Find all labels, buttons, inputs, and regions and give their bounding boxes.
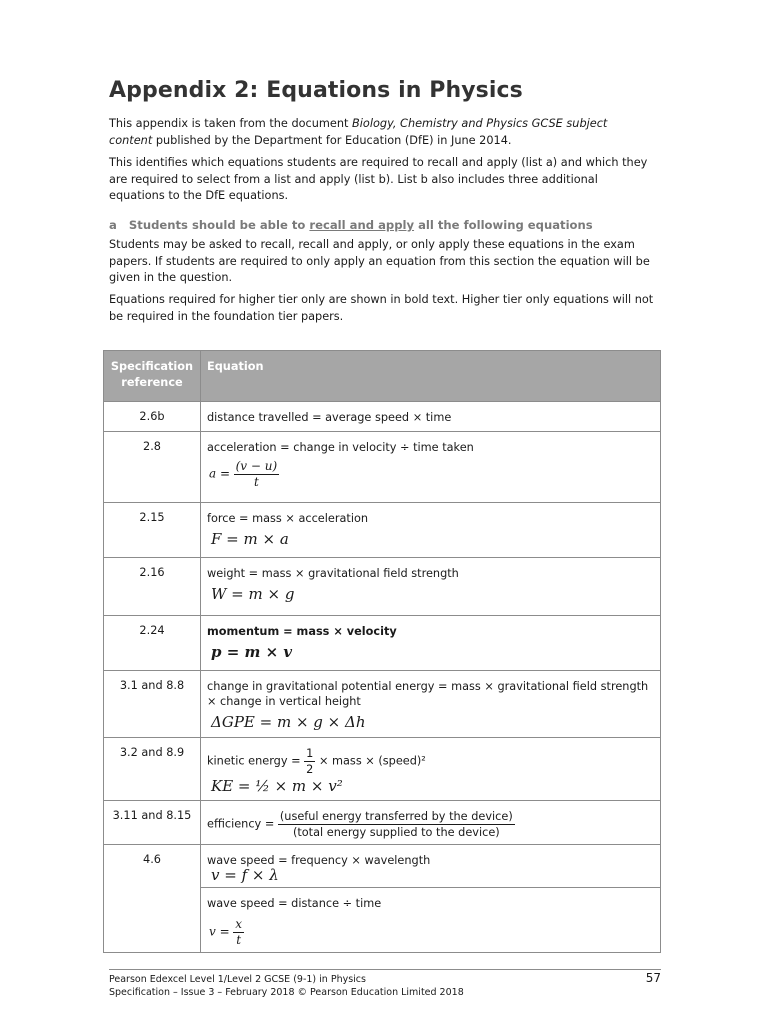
page-title: Appendix 2: Equations in Physics bbox=[109, 78, 523, 103]
equation-math: W = m × g bbox=[211, 585, 295, 603]
math-fraction bbox=[234, 459, 280, 490]
equation-cell bbox=[201, 558, 661, 616]
spec-ref: 3.11 and 8.15 bbox=[104, 801, 201, 845]
equation-text-suffix: × mass × (speed)² bbox=[318, 754, 426, 768]
equation-text: weight = mass × gravitational field strength bbox=[207, 567, 459, 580]
fraction-numerator: (v − u) bbox=[235, 459, 278, 473]
equation-math: ΔGPE = m × g × Δh bbox=[211, 713, 366, 731]
table-row bbox=[104, 671, 661, 738]
section-heading-text: a Students should be able to bbox=[109, 218, 310, 232]
section-a-paragraph-1: Students may be asked to recall, recall and apply, or only apply these equations in the exam papers. If students are required to only apply an equation from this section the equation will be given in the question. bbox=[109, 238, 650, 284]
equation-cell bbox=[201, 888, 661, 953]
section-heading-underlined: recall and apply bbox=[309, 218, 415, 232]
equation-math: p = m × v bbox=[211, 643, 293, 661]
intro-text: published by the Department for Education (DfE) in June 2014. bbox=[152, 133, 512, 147]
equation-cell bbox=[201, 503, 661, 558]
equation-text: momentum = mass × velocity bbox=[207, 625, 397, 638]
spec-ref: 2.6b bbox=[104, 402, 201, 432]
equation-math: F = m × a bbox=[211, 530, 289, 548]
spec-ref: 4.6 bbox=[104, 845, 201, 953]
fraction-denominator: (total energy supplied to the device) bbox=[292, 826, 500, 839]
half-fraction bbox=[304, 746, 315, 777]
section-heading-text: all the following equations bbox=[414, 218, 593, 232]
fraction-denominator: 2 bbox=[306, 763, 314, 776]
equation-text: acceleration = change in velocity ÷ time taken bbox=[207, 441, 474, 454]
table-row bbox=[104, 402, 661, 432]
math-lhs: v = bbox=[209, 924, 230, 939]
table-row bbox=[104, 845, 661, 888]
fraction-denominator: t bbox=[236, 933, 242, 947]
spec-ref: 3.1 and 8.8 bbox=[104, 671, 201, 738]
equation-cell bbox=[201, 845, 661, 888]
header-spec-reference: Specification reference bbox=[104, 351, 201, 402]
footer-line-1: Pearson Edexcel Level 1/Level 2 GCSE (9-1) in Physics bbox=[109, 974, 366, 985]
table-row bbox=[104, 558, 661, 616]
fraction-numerator: x bbox=[235, 917, 243, 931]
footer-line-2: Specification – Issue 3 – February 2018 © Pearson Education Limited 2018 bbox=[109, 987, 464, 998]
equation-text: force = mass × acceleration bbox=[207, 512, 369, 525]
equation-cell bbox=[201, 801, 661, 845]
equations-table bbox=[103, 350, 661, 953]
equation-text: wave speed = distance ÷ time bbox=[207, 897, 382, 910]
document-title-italic: Biology, Chemistry and Physics GCSE subject content bbox=[109, 117, 608, 147]
spec-ref: 2.16 bbox=[104, 558, 201, 616]
equation-text: change in gravitational potential energy = mass × gravitational field strength × change in vertical height bbox=[207, 680, 649, 708]
intro-text: This appendix is taken from the document bbox=[109, 117, 353, 130]
math-fraction bbox=[233, 917, 244, 948]
section-a-heading bbox=[109, 218, 593, 232]
fraction-numerator: (useful energy transferred by the device) bbox=[279, 810, 513, 823]
table-row bbox=[104, 738, 661, 801]
header-equation: Equation bbox=[201, 351, 661, 402]
fraction-denominator: t bbox=[253, 475, 259, 489]
equation-text: distance travelled = average speed × time bbox=[201, 402, 661, 432]
table-row bbox=[104, 801, 661, 845]
equation-math: v = f × λ bbox=[211, 866, 279, 884]
equation-text-prefix: efficiency = bbox=[207, 817, 278, 831]
page-number: 57 bbox=[645, 971, 661, 985]
spec-ref: 2.8 bbox=[104, 432, 201, 503]
equation-text-prefix: kinetic energy = bbox=[207, 754, 305, 768]
table-row bbox=[104, 503, 661, 558]
equation-cell bbox=[201, 738, 661, 801]
table-header-row bbox=[104, 351, 661, 402]
equation-cell bbox=[201, 671, 661, 738]
intro-paragraph-2: This identifies which equations students are required to recall and apply (list a) and which they are required to select from a list and apply (list b). List b also includes three additional equations to the DfE equations. bbox=[109, 156, 648, 202]
math-lhs: a = bbox=[209, 466, 231, 481]
intro-paragraph-1 bbox=[109, 116, 654, 149]
equation-math bbox=[209, 459, 654, 490]
equation-text: wave speed = frequency × wavelength bbox=[207, 854, 431, 867]
section-a-paragraph-2: Equations required for higher tier only are shown in bold text. Higher tier only equations will not be required in the foundation tier papers. bbox=[109, 293, 654, 323]
fraction-numerator: 1 bbox=[306, 747, 314, 760]
spec-ref: 2.15 bbox=[104, 503, 201, 558]
spec-ref: 2.24 bbox=[104, 616, 201, 671]
equation-text bbox=[207, 746, 654, 777]
page-footer bbox=[109, 969, 661, 999]
table-row bbox=[104, 616, 661, 671]
equation-math bbox=[209, 917, 654, 948]
table-row bbox=[104, 432, 661, 503]
spec-ref: 3.2 and 8.9 bbox=[104, 738, 201, 801]
equation-cell bbox=[201, 432, 661, 503]
equation-cell bbox=[201, 616, 661, 671]
efficiency-fraction bbox=[278, 809, 515, 840]
equation-math: KE = ½ × m × v² bbox=[211, 777, 343, 795]
